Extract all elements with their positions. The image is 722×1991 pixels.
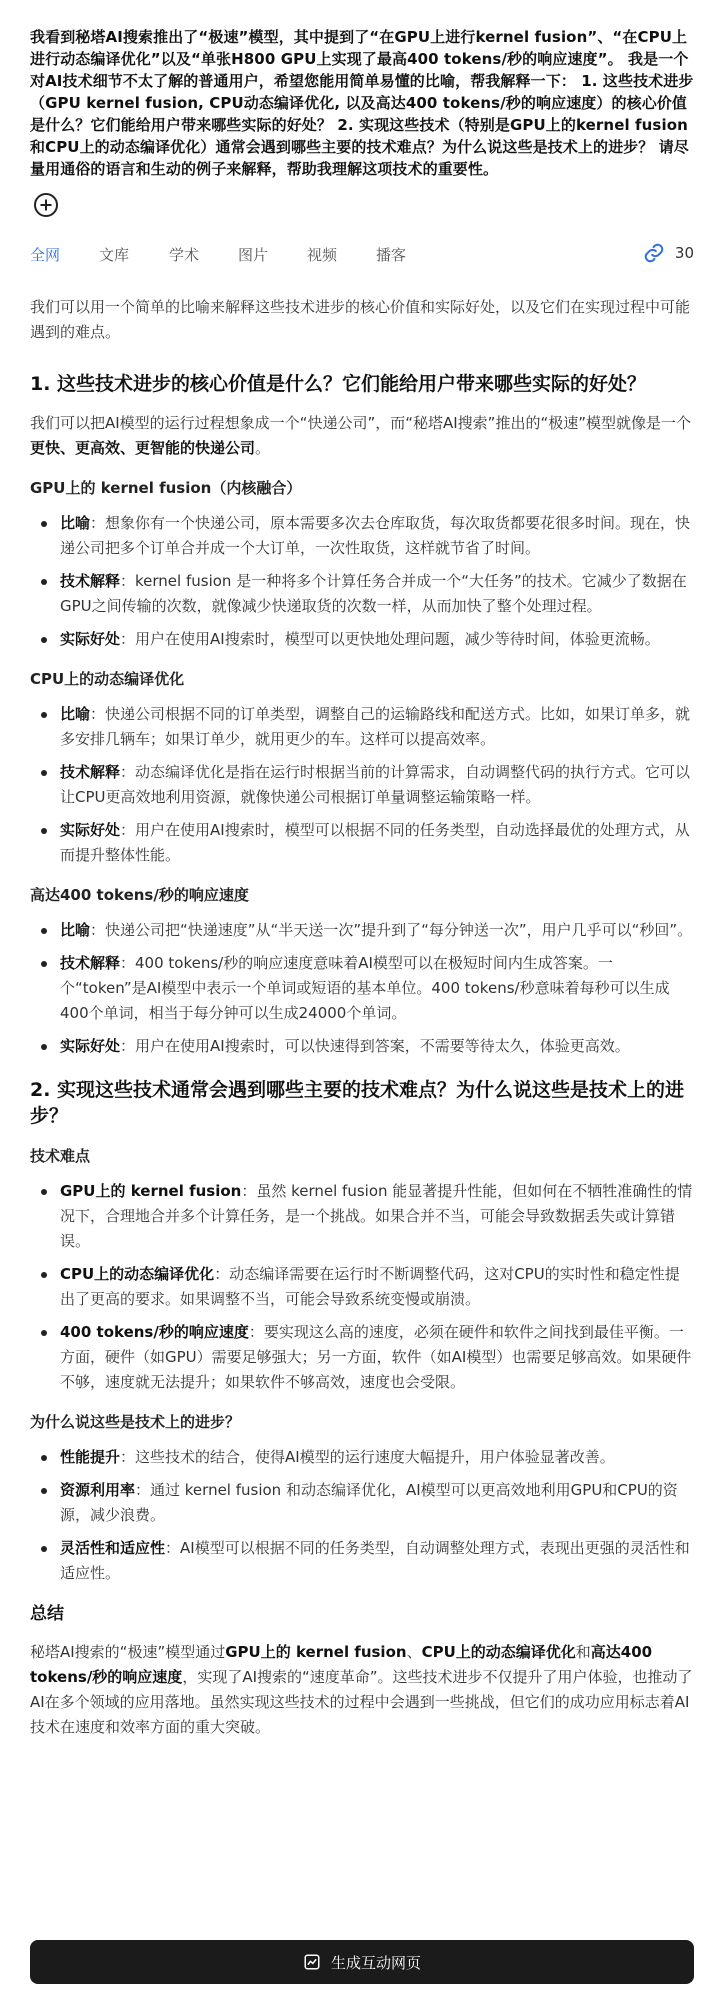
bullet-list <box>30 702 694 868</box>
intro-paragraph: 我们可以用一个简单的比喻来解释这些技术进步的核心价值和实际好处，以及它们在实现过程中可能遇到的难点。 <box>30 298 691 341</box>
list-item: 资源利用率：通过 kernel fusion 和动态编译优化，AI模型可以更高效地利用GPU和CPU的资源，减少浪费。 <box>60 1478 694 1528</box>
group-title: 高达400 tokens/秒的响应速度 <box>30 886 249 904</box>
add-icon[interactable] <box>34 193 58 217</box>
tab-library[interactable]: 文库 <box>99 246 130 264</box>
tab-academic[interactable]: 学术 <box>169 246 200 264</box>
list-item: 技术解释：kernel fusion 是一种将多个计算任务合并成一个“大任务”的技术。它减少了数据在GPU之间传输的次数，就像减少快递取货的次数一样，从而加快了整个处理过程。 <box>60 569 694 619</box>
tab-web[interactable]: 全网 <box>30 246 61 264</box>
generate-label: 生成互动网页 <box>330 1953 421 1972</box>
tab-videos[interactable]: 视频 <box>307 246 338 264</box>
bullet-list <box>30 511 694 652</box>
bullet-list <box>30 1445 694 1586</box>
list-item: 技术解释：动态编译优化是指在运行时根据当前的计算需求，自动调整代码的执行方式。它可以让CPU更高效地利用资源，就像快递公司根据订单量调整运输策略一样。 <box>60 760 694 810</box>
link-icon <box>643 242 665 264</box>
list-item: 实际好处：用户在使用AI搜索时，模型可以根据不同的任务类型，自动选择最优的处理方式，从而提升整体性能。 <box>60 818 694 868</box>
section-2-title: 2. 实现这些技术通常会遇到哪些主要的技术难点？为什么说这些是技术上的进步？ <box>30 1079 685 1127</box>
list-item: GPU上的 kernel fusion：虽然 kernel fusion 能显著提升性能，但如何在不牺牲准确性的情况下，合理地合并多个计算任务，是一个挑战。如果合并不当，可能会导致数据丢失或计算错误。 <box>60 1179 694 1254</box>
summary-paragraph: 秘塔AI搜索的“极速”模型通过GPU上的 kernel fusion、CPU上的动态编译优化和高达400 tokens/秒的响应速度，实现了AI搜索的“速度革命”。这些技术进步不仅提升了用户体验，也推动了AI在多个领域的应用落地。虽然实现这些技术的过程中会遇到一些挑战，但它们的成功应用标志着AI技术在速度和效率方面的重大突破。 <box>30 1643 693 1736</box>
list-item: 性能提升：这些技术的结合，使得AI模型的运行速度大幅提升，用户体验显著改善。 <box>60 1445 694 1470</box>
user-query: 我看到秘塔AI搜索推出了“极速”模型，其中提到了“在GPU上进行kernel fusion”、“在CPU上进行动态编译优化”以及“单张H800 GPU上实现了最高400 tokens/秒的响应速度”。 我是一个对AI技术细节不太了解的普通用户，希望您能用简单易懂的比喻，帮我解释一下： 1. 这些技术进步（GPU kernel fusion, CPU动态编译优化, 以及高达400 tokens/秒的响应速度）的核心价值是什么？它们能给用户带来哪些实际的好处？ 2. 实现这些技术（特别是GPU上的kernel fusion和CPU上的动态编译优化）通常会遇到哪些主要的技术难点？为什么说这些是技术上的进步？ 请尽量用通俗的语言和生动的例子来解释，帮助我理解这项技术的重要性。 <box>30 28 694 178</box>
section-1-title: 1. 这些技术进步的核心价值是什么？它们能给用户带来哪些实际的好处？ <box>30 373 647 395</box>
list-item: CPU上的动态编译优化：动态编译需要在运行时不断调整代码，这对CPU的实时性和稳定性提出了更高的要求。如果调整不当，可能会导致系统变慢或崩溃。 <box>60 1262 694 1312</box>
bullet-list <box>30 918 694 1059</box>
group-title: 技术难点 <box>30 1147 91 1165</box>
bullet-list <box>30 1179 694 1395</box>
list-item: 技术解释：400 tokens/秒的响应速度意味着AI模型可以在极短时间内生成答案。一个“token”是AI模型中表示一个单词或短语的基本单位。400 tokens/秒意味着每秒可以生成400个单词，相当于每分钟可以生成24000个单词。 <box>60 951 694 1026</box>
generate-interactive-page-button[interactable] <box>30 1940 694 1984</box>
list-item: 灵活性和适应性：AI模型可以根据不同的任务类型，自动调整处理方式，表现出更强的灵活性和适应性。 <box>60 1536 694 1586</box>
list-item: 比喻：快递公司把“快递速度”从“半天送一次”提升到了“每分钟送一次”，用户几乎可以“秒回”。 <box>60 918 694 943</box>
group-title: GPU上的 kernel fusion（内核融合） <box>30 479 302 497</box>
group-title: CPU上的动态编译优化 <box>30 670 185 688</box>
list-item: 比喻：快递公司根据不同的订单类型，调整自己的运输路线和配送方式。比如，如果订单多，就多安排几辆车；如果订单少，就用更少的车。这样可以提高效率。 <box>60 702 694 752</box>
list-item: 比喻：想象你有一个快递公司，原本需要多次去仓库取货，每次取货都要花很多时间。现在，快递公司把多个订单合并成一个大订单，一次性取货，这样就节省了时间。 <box>60 511 694 561</box>
list-item: 实际好处：用户在使用AI搜索时，模型可以更快地处理问题，减少等待时间，体验更流畅。 <box>60 627 694 652</box>
tab-images[interactable]: 图片 <box>238 246 269 264</box>
list-item: 实际好处：用户在使用AI搜索时，可以快速得到答案，不需要等待太久，体验更高效。 <box>60 1034 694 1059</box>
source-tabs <box>30 244 694 270</box>
sources-count: 30 <box>674 244 694 262</box>
tab-podcasts[interactable]: 播客 <box>376 246 407 264</box>
section-1-lead: 我们可以把AI模型的运行过程想象成一个“快递公司”，而“秘塔AI搜索”推出的“极速”模型就像是一个更快、更高效、更智能的快递公司。 <box>30 414 692 457</box>
summary-title: 总结 <box>30 1604 64 1624</box>
chart-image-icon <box>303 1953 321 1971</box>
answer-body <box>30 295 694 1740</box>
sources-link[interactable] <box>643 242 694 264</box>
list-item: 400 tokens/秒的响应速度：要实现这么高的速度，必须在硬件和软件之间找到最佳平衡。一方面，硬件（如GPU）需要足够强大；另一方面，软件（如AI模型）也需要足够高效。如果硬件不够，速度就无法提升；如果软件不够高效，速度也会受限。 <box>60 1320 694 1395</box>
group-title: 为什么说这些是技术上的进步？ <box>30 1413 241 1431</box>
